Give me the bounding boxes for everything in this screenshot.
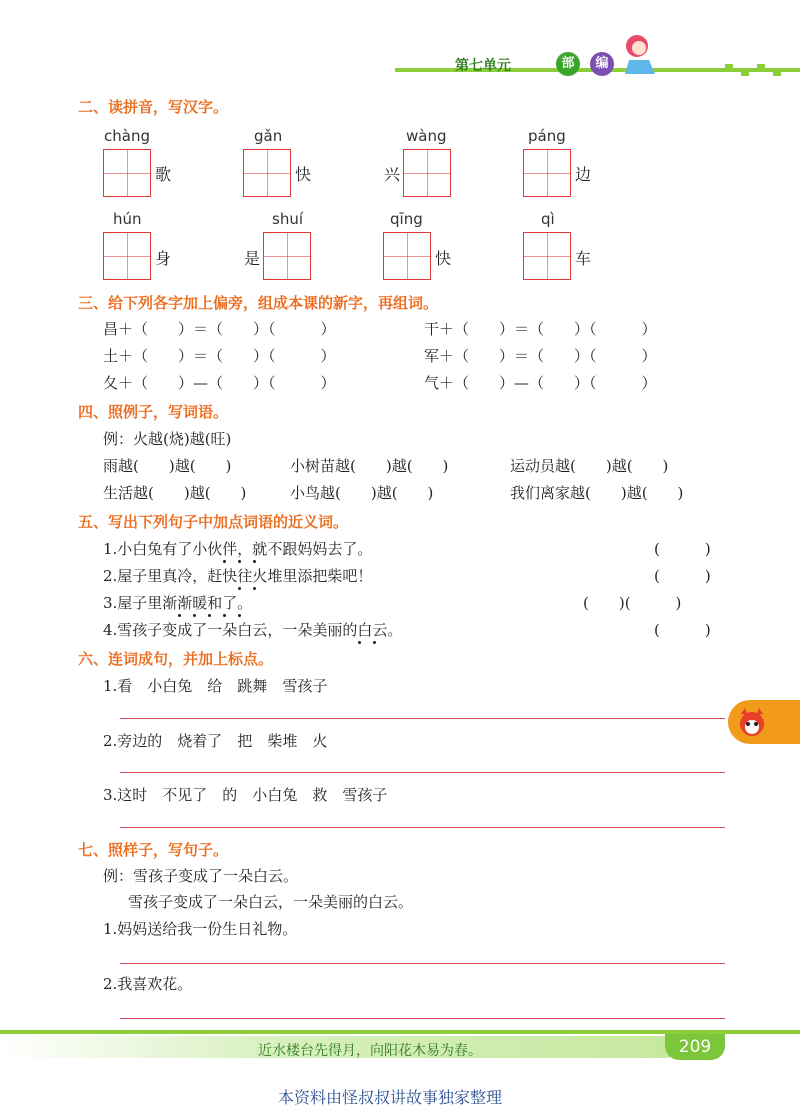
radical-row: 气＋（ ）—（ ）（ ） [424,374,657,392]
pinyin: páng [528,127,566,145]
emphasis-dot [238,560,241,563]
char: 身 [155,249,172,268]
side-tab [728,700,800,744]
emphasis-dot [223,560,226,563]
char: 歌 [155,165,172,184]
section-5-title: 五、写出下列句子中加点词语的近义词。 [78,513,349,531]
emphasis-dot [238,587,241,590]
pinyin: hún [113,210,142,228]
word-item: 小鸟越( )越( ) [290,484,434,502]
word-group: 2.旁边的 烧着了 把 柴堆 火 [103,732,328,750]
emphasis-dot [373,641,376,644]
fox-icon [734,704,770,740]
section-4-title: 四、照例子，写词语。 [78,403,229,421]
word-group: 1.看 小白兔 给 跳舞 雪孩子 [103,677,328,695]
section-6-title: 六、连词成句，并加上标点。 [78,650,274,668]
example: 雪孩子变成了一朵白云，一朵美丽的白云。 [128,893,414,911]
char: 是 [244,249,261,268]
section-3-title: 三、给下列各字加上偏旁，组成本课的新字，再组词。 [78,294,439,312]
pinyin: shuí [272,210,303,228]
answer-paren[interactable]: ( ) [654,540,711,558]
section-2-title: 二、读拼音，写汉字。 [78,98,229,116]
word-item: 小树苗越( )越( ) [290,457,449,475]
sentence: 2.我喜欢花。 [103,975,193,993]
sentence: 3.屋子里渐渐暖和了。 [103,594,253,612]
write-box[interactable] [103,149,151,197]
answer-line[interactable] [120,963,725,964]
word-item: 雨越( )越( ) [103,457,232,475]
radical-row: 干＋（ ）＝（ ）（ ） [424,320,657,338]
pinyin: qīng [390,210,423,228]
badge-bian: 编 [590,52,614,76]
write-box[interactable] [103,232,151,280]
pinyin: wàng [406,127,447,145]
example: 例：火越(烧)越(旺) [103,430,232,448]
answer-line[interactable] [120,718,725,719]
pinyin: gǎn [254,127,283,145]
emphasis-dot [238,614,241,617]
write-box[interactable] [403,149,451,197]
write-box[interactable] [263,232,311,280]
write-box[interactable] [523,232,571,280]
radical-row: 军＋（ ）＝（ ）（ ） [424,347,657,365]
section-7-title: 七、照样子，写句子。 [78,841,229,859]
footer-quote: 近水楼台先得月，向阳花木易为春。 [258,1043,482,1059]
char: 边 [575,165,592,184]
emphasis-dot [253,560,256,563]
emphasis-dot [178,614,181,617]
word-item: 运动员越( )越( ) [510,457,669,475]
radical-row: 昌＋（ ）＝（ ）（ ） [103,320,336,338]
pinyin: chàng [104,127,150,145]
answer-line[interactable] [120,827,725,828]
answer-paren[interactable]: ( )( ) [583,594,682,612]
emphasis-dot [253,587,256,590]
sentence: 1.小白兔有了小伙伴，就不跟妈妈去了。 [103,540,373,558]
char: 车 [575,249,592,268]
answer-line[interactable] [120,772,725,773]
write-box[interactable] [523,149,571,197]
char: 快 [295,165,312,184]
source-note: 本资料由怪叔叔讲故事独家整理 [278,1088,503,1107]
radical-row: 夂＋（ ）—（ ）（ ） [103,374,336,392]
emphasis-dot [223,614,226,617]
page-number: 209 [665,1034,725,1060]
badge-bu: 部 [556,52,580,76]
char: 快 [435,249,452,268]
emphasis-dot [208,614,211,617]
write-box[interactable] [243,149,291,197]
example: 例：雪孩子变成了一朵白云。 [103,867,299,885]
answer-paren[interactable]: ( ) [654,621,711,639]
emphasis-dot [193,614,196,617]
girl-mascot-icon [615,28,665,78]
answer-line[interactable] [120,1018,725,1019]
sentence: 4.雪孩子变成了一朵白云，一朵美丽的白云。 [103,621,403,639]
radical-row: 土＋（ ）＝（ ）（ ） [103,347,336,365]
answer-paren[interactable]: ( ) [654,567,711,585]
unit-label: 第七单元 [455,58,511,74]
sentence: 2.屋子里真冷，赶快往火堆里添把柴吧！ [103,567,373,585]
word-item: 生活越( )越( ) [103,484,247,502]
char: 兴 [384,165,401,184]
pinyin: qì [541,210,555,228]
sentence: 1.妈妈送给我一份生日礼物。 [103,920,298,938]
write-box[interactable] [383,232,431,280]
word-group: 3.这时 不见了 的 小白兔 救 雪孩子 [103,786,388,804]
emphasis-dot [358,641,361,644]
word-item: 我们离家越( )越( ) [510,484,684,502]
